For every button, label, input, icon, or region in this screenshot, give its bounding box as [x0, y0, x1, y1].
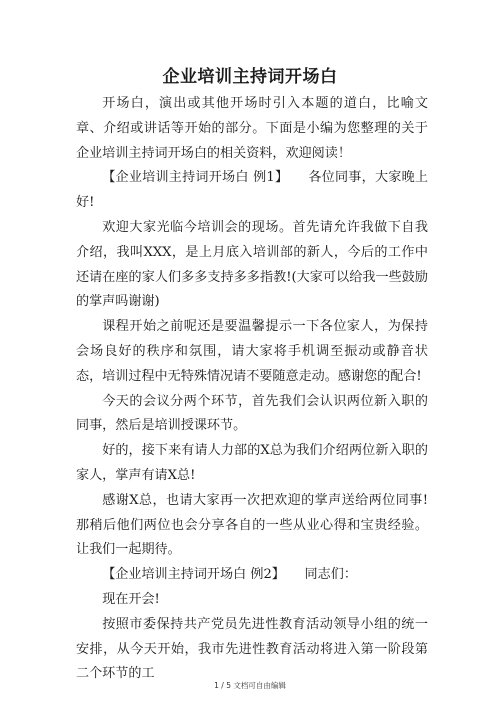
paragraph-example1-heading: 【企业培训主持词开场白 例1】 各位同事，大家晚上好!	[76, 170, 428, 211]
paragraph-meeting-start: 现在开会!	[102, 591, 160, 607]
paragraph-intro: 开场白，演出或其他开场时引入本题的道白，比喻文章、介绍或讲话等开始的部分。下面是小编为您整理的关于企业培训主持词开场白的相关资料，欢迎阅读！	[76, 96, 428, 161]
paragraph-agenda: 今天的会议分两个环节，首先我们会认识两位新入职的同事，然后是培训授课环节。	[76, 393, 428, 434]
paragraph-thanks: 感谢X总，也请大家再一次把欢迎的掌声送给两位同事!那稍后他们两位也会分享各自的一些从业心得和宝贵经验。让我们一起期待。	[76, 492, 428, 558]
paragraph-self-intro: 欢迎大家光临今培训会的现场。首先请允许我做下自我介绍，我叫XXX，是上月底入培训部的新人，今后的工作中还请在座的家人们多多支持多多指教!(大家可以给我一些鼓励的掌声吗谢谢)	[76, 219, 428, 310]
paragraph-hr-intro: 好的，接下来有请人力部的X总为我们介绍两位新入职的家人，掌声有请X总!	[76, 443, 428, 483]
document-body	[76, 92, 428, 687]
paragraph-example2-heading: 【企业培训主持词开场白 例2】 同志们：	[102, 567, 357, 583]
page-footer: 1 / 5 文档可自由编辑	[214, 681, 286, 690]
paragraph-reminder: 课程开始之前呢还是要温馨提示一下各位家人，为保持会场良好的秩序和氛围，请大家将手机调至振动或静音状态，培训过程中无特殊情况请不要随意走动。感谢您的配合!	[76, 319, 428, 384]
document-title: 企业培训主持词开场白	[162, 67, 338, 87]
paragraph-arrangement: 按照市委保持共产党员先进性教育活动领导小组的统一安排，从今天开始，我市先进性教育活动将进入第一阶段第二个环节的工	[76, 616, 428, 682]
